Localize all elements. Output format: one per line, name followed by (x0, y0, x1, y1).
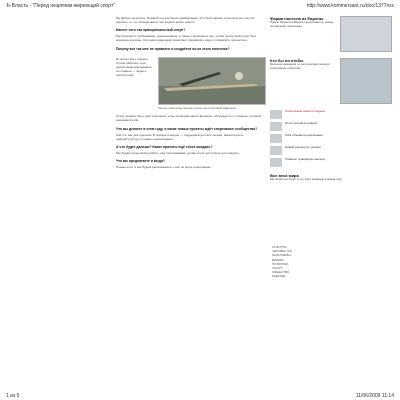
page-counter: 1 из 5 (6, 393, 20, 399)
article-paragraph-5: Мы будем продолжать работу над программами, делая спорт доступнее для каждого. (116, 151, 240, 156)
section-link[interactable]: ОБЩЕСТВО (272, 270, 290, 275)
sidebar-block-1[interactable] (270, 16, 392, 52)
article-paragraph-6: Планы есть, и мы будем рассказывать о них по мере реализации. (116, 165, 212, 170)
section-link[interactable]: МНЕНИЯ (272, 274, 286, 279)
sidebar (270, 16, 392, 188)
section-link[interactable]: ЧЕЛОВЕК (16) (272, 249, 293, 254)
section-link[interactable]: СПОРТ (272, 266, 283, 271)
print-header-title: Ъ-Власть - "Перед незрячим жиреющий спорт" (6, 3, 116, 9)
article-question-1: Насчет чего так принципиальный спорт? (116, 28, 186, 33)
sidebar-block-2-image[interactable] (340, 58, 392, 104)
article-photo-caption: Регата «Чемпионы Черного моря» на спортивной акватории (158, 105, 237, 110)
print-header-url: http://www.kommersant.ru/doc/1377xxx (306, 3, 394, 9)
headline-item[interactable]: Итоги сезона в цифрах (285, 121, 318, 125)
print-header (6, 2, 394, 11)
article-body (116, 16, 266, 174)
headline-thumb-icon (270, 122, 282, 131)
headline-item[interactable]: Новый рекорд на турнире (285, 145, 321, 149)
sidebar-block-2-body: Большие ожидания по результатам сезона и спортивным событиям. (270, 62, 330, 70)
sidebar-block-2-title[interactable]: Кто бы ни отобы (270, 58, 304, 63)
regatta-photo-image (159, 58, 265, 104)
print-timestamp: 11/06/2009 11:14 (355, 393, 394, 399)
article-paragraph-3: Спорт должен быть доступен всем, и мы проводим много времени, обсуждая это с людьми, которые занимаются им. (116, 114, 262, 123)
headline-thumb-icon (270, 134, 282, 143)
article-question-4: А что будет дальше? Какие проекты ещё стоит ожидать? (116, 144, 213, 149)
sidebar-block-3-title[interactable]: Все веса мира (270, 173, 299, 178)
headline-item[interactable]: Лига объявила расписание (285, 133, 323, 137)
headline-item[interactable]: Спортивные новости недели (285, 109, 325, 113)
sidebar-headline-list (270, 110, 392, 167)
headline-item[interactable]: Главные трансферы месяца (285, 157, 325, 161)
section-link[interactable]: БИЗНЕС (272, 257, 285, 262)
article-question-2: Почему вот так мне не нравится и создаётся ли из этого полезное? (116, 46, 230, 51)
print-footer (6, 392, 394, 400)
headline-thumb-icon (270, 110, 282, 119)
section-links (272, 245, 332, 279)
article-intro: На работе на спуске. Первый год для было динамичным. Это было время, в которое мы смогли сделать то, что планировали; мы видели много нового. (116, 16, 255, 25)
sidebar-block-3-body: Как меняется спорт и что ждет команды в новом году. (270, 177, 343, 181)
section-link[interactable]: ЭКОНОМИКА (272, 253, 292, 258)
sidebar-block-3[interactable] (270, 173, 392, 182)
article-photo (158, 57, 266, 105)
article-question-3: Что вы делаете в этом году, и какие новые проекты ждёт спортивное сообщество? (116, 126, 258, 131)
sidebar-block-1-title[interactable]: Фарма понесла из Европы (270, 16, 324, 21)
article-question-5: Что вы предлагаете и когда? (116, 159, 165, 164)
headline-thumb-icon (270, 146, 282, 155)
sidebar-block-2[interactable] (270, 58, 392, 104)
article-photo-row (116, 57, 266, 111)
section-link[interactable]: ПОЛИТИКА (272, 261, 289, 266)
section-link[interactable]: КУЛЬТУРА (272, 245, 287, 249)
headline-thumb-icon (270, 158, 282, 167)
sidebar-block-1-body: Прием бизнеса в Европе продолжается, новые соглашения подписаны. (270, 20, 334, 28)
article-paragraph-2: Я честно могу сказать: лучше работать и не делать выводов заранее, но главное — видеть перспективу. (116, 56, 153, 78)
article-paragraph-4: Кое-что мы уже сделали. В первую очередь — поддержка детских секций, инвестиции в инфраструктуру и новые соревнования. (116, 132, 244, 141)
sidebar-block-1-image[interactable] (340, 16, 392, 52)
article-paragraph-1: Мы боремся с проблемами, уменьшением, а также с возможностью, чтобы целостный спорт был вовлечен в жизнь. Система поддержки позволяет продвигать идеи и управлять процессом. (116, 34, 257, 43)
